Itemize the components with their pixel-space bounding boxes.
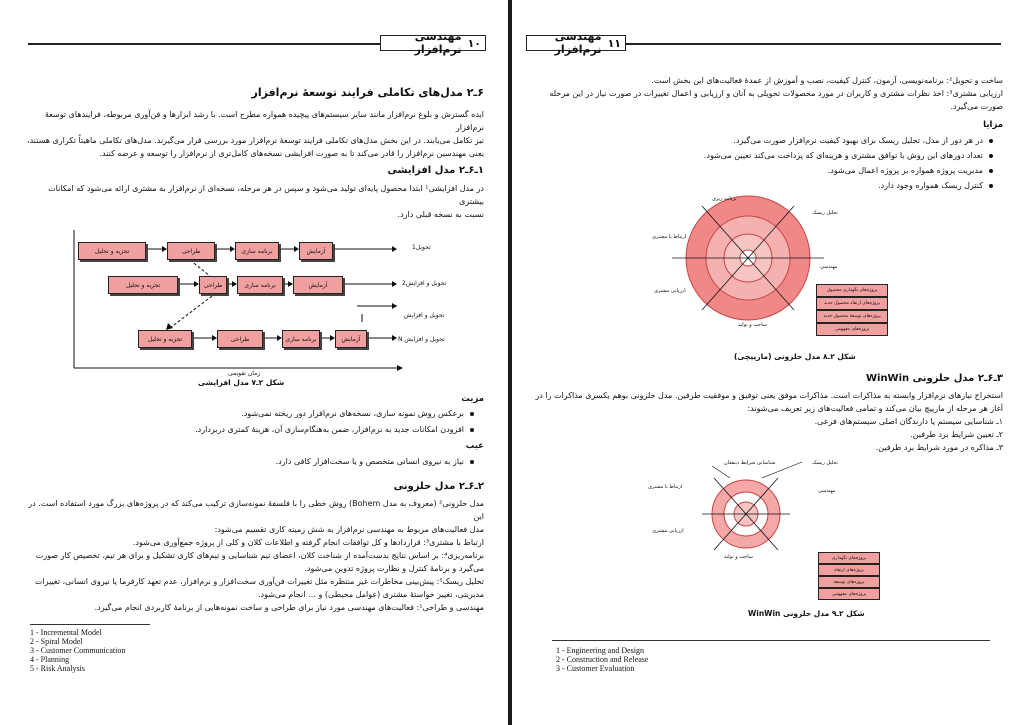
footnote: 5 - Risk Analysis — [30, 664, 85, 673]
figure-caption: شکل ۲ـ۹ مدل حلزونی WinWin — [748, 609, 865, 618]
winwin-label: ساخت و تولید — [724, 554, 753, 560]
legend-item: پروژه‌های مفهومی — [818, 588, 880, 600]
footnote: 3 - Customer Evaluation — [556, 664, 635, 673]
design-box: طراحی — [167, 242, 215, 260]
subsection-title: ۱ـ۶ـ۲ مدل افزایشی — [387, 165, 484, 176]
footnote: 4 - Planning — [30, 655, 70, 664]
legend-item: پروژه‌های نگهداری — [818, 552, 880, 564]
bullet-icon — [989, 169, 993, 173]
paragraph — [533, 74, 1003, 113]
subsection-title: ۲ـ۶ـ۲ مدل حلزونی — [393, 481, 484, 492]
paragraph — [24, 182, 484, 221]
row-label: تحویل1 — [412, 244, 431, 251]
legend-item: پروژه‌های نگهداری محصول — [816, 284, 888, 297]
analysis-box: تجزیه و تحلیل — [138, 330, 192, 348]
page-header — [526, 30, 626, 56]
testing-box: آزمایش — [335, 330, 367, 348]
advantages-title: مزایا — [983, 120, 1003, 130]
coding-box: برنامه سازی — [237, 276, 283, 294]
header-title: مهندسی نرم‌افزار — [554, 30, 602, 56]
list-item-text: افزودن امکانات جدید به نرم‌افزار، ضمن به‌هنگام‌سازی آن، هزینهٔ کمتری دربردارد. — [195, 425, 464, 434]
text-line: برنامه‌ریزی⁴: بر اساس نتایج بدست‌آمده از شناخت کلان، اعضای تیم شناسایی و تیم‌های کاری تشکیل و برای هر تیم، تخصیص کار صورت — [35, 551, 484, 560]
disadvantages-title: عیب — [465, 441, 484, 451]
winwin-label: ارتباط با مشتری — [648, 484, 683, 490]
figure-caption: شکل ۲ـ۷ مدل افزایشی — [198, 378, 285, 387]
winwin-legend — [818, 552, 880, 600]
footnotes — [30, 628, 125, 673]
incremental-diagram — [62, 218, 482, 378]
winwin-figure — [642, 458, 902, 608]
text-line: تحلیل ریسک⁵: پیش‌بینی مخاطرات غیر منتظره مثل تغییرات فن‌آوری سخت‌افزار و نرم‌افزار، عدم تعهد کارفرما یا نیروی انسانی، تغییرات — [34, 577, 484, 586]
bullet-icon — [470, 460, 474, 464]
row-label: تحویل و افزایش N — [398, 336, 445, 343]
text-line: ۱ـ شناسایی سیستم یا دارندگان اصلی سیستم‌های فرعی. — [814, 417, 1003, 426]
text-line: مدل حلزونی² (معروف به مدل Bohem) روش خطی را با فلسفهٔ نمونه‌سازی ترکیب می‌کند که در پروژه‌های بزرگ مورد استفاده است. در این — [28, 499, 484, 521]
advantages-title: مزیت — [461, 394, 484, 404]
list-item-text: برعکس روش نمونه سازی، نسخه‌های نرم‌افزار دور ریخته نمی‌شود. — [241, 409, 464, 418]
text-line: ارزیابی مشتری³: اخذ نظرات مشتری و کاربران در مورد محصولات تحویلی به آنان و ارزیابی و اعمال تغییرات در صورت نیاز در این مرحله — [549, 89, 1003, 98]
legend-item: پروژه‌های ارتقاء محصول جدید — [816, 297, 888, 310]
spiral-legend — [816, 284, 888, 336]
text-line: مدل فعالیت‌های مربوط به مهندسی نرم‌افزار به شش زمینه کاری تقسیم می‌شود: — [214, 525, 484, 534]
section-title: ۶ـ۲ مدل‌های تکاملی فرایند توسعهٔ نرم‌افزار — [251, 86, 484, 99]
paragraph — [533, 389, 1003, 454]
paragraph — [24, 497, 484, 614]
legend-item: پروژه‌های مفهومی — [816, 323, 888, 336]
row-label: تحویل و افزایش2 — [402, 280, 447, 287]
list-item-text: نیاز به نیروی انسانی متخصص و یا سخت‌افزار کافی دارد. — [275, 457, 464, 466]
text-line: ۳ـ مذاکره در مورد شرایط برد طرفین. — [875, 443, 1003, 452]
list-item — [553, 134, 993, 147]
spiral-label: ساخت و تولید — [738, 322, 767, 328]
legend-item: پروژه‌های ارتقاء — [818, 564, 880, 576]
testing-box: آزمایش — [293, 276, 343, 294]
subsection-title: ۳ـ۶ـ۲ مدل حلزونی WinWin — [865, 373, 1003, 384]
list-item — [553, 164, 993, 177]
testing-box: آزمایش — [299, 242, 333, 260]
list-item — [34, 407, 474, 420]
row-label: تحویل و افزایش — [404, 312, 445, 319]
spiral-label: ارتباط با مشتری — [652, 234, 687, 240]
winwin-label: شناسایی شرایط ذینفعان — [724, 460, 776, 466]
right-page — [512, 0, 1025, 725]
coding-box: برنامه سازی — [282, 330, 320, 348]
spiral-label: تحلیل ریسک — [812, 210, 838, 216]
text-line: استخراج نیازهای نرم‌افزار وابسته به مذاکرات است. مذاکرات موفق یعنی توفیق و موفقیت طرفین. مدل حلزونی بوهم یکسری مذاکرات را در — [535, 391, 1003, 400]
spiral-label: مهندسی — [820, 264, 838, 270]
footnote: 3 - Customer Communication — [30, 646, 126, 655]
list-item — [34, 455, 474, 468]
footnotes — [556, 646, 648, 673]
spiral-label: برنامه ریزی — [712, 196, 737, 202]
list-item-text: کنترل ریسک همواره وجود دارد. — [878, 181, 983, 190]
analysis-box: تجزیه و تحلیل — [78, 242, 146, 260]
text-line: صورت می‌گیرد. — [950, 102, 1003, 111]
design-box: طراحی — [217, 330, 263, 348]
spiral-figure — [652, 192, 892, 352]
winwin-label: ارزیابی مشتری — [652, 528, 684, 534]
legend-item: پروژه‌های توسعهٔ محصول جدید — [816, 310, 888, 323]
text-line: نسبت به نسخه قبلی دارد. — [397, 210, 484, 219]
text-line: مهندسی و طراحی¹: فعالیت‌های مهندسی مورد نیاز برای طراحی و ساخت نمونه‌هایی از برنامهٔ کاربردی انجام می‌گیرد. — [94, 603, 484, 612]
page-number: ۱۰ — [467, 36, 481, 50]
list-item-text: مدیریت پروژه همواره بر پروژه اعمال می‌شود. — [827, 166, 983, 175]
analysis-box: تجزیه و تحلیل — [108, 276, 178, 294]
list-item — [34, 423, 474, 436]
list-item — [553, 149, 993, 162]
winwin-label: مهندسی — [818, 488, 836, 494]
winwin-label: تحلیل ریسک — [812, 460, 838, 466]
footnote-rule — [30, 624, 150, 625]
header-rule — [626, 43, 1001, 45]
bullet-icon — [470, 412, 474, 416]
text-line: ۲ـ تعیین شرایط برد طرفین. — [910, 430, 1003, 439]
time-axis-label: زمان تقویمی — [228, 370, 261, 377]
text-line: ارتباط با مشتری³: قراردادها و کل توافقات انجام گرفته و اطلاعات کلان و کلی از پروژه جمع‌آوری می‌شود. — [132, 538, 484, 547]
design-box: طراحی — [199, 276, 227, 294]
page-number: ۱۱ — [607, 36, 621, 50]
list-item — [553, 179, 993, 192]
footnote: 2 - Construction and Release — [556, 655, 649, 664]
text-line: نیز تکامل می‌یابند. در این بخش مدل‌های تکاملی فرایند توسعهٔ نرم‌افزار مورد بررسی قرار می‌گیرند. مدل‌های تکاملی ماهیتاً تکراری هستند، — [27, 136, 484, 145]
list-item-text: در هر دور از مدل، تحلیل ریسک برای بهبود کیفیت نرم‌افزار صورت می‌گیرد. — [733, 136, 983, 145]
bullet-icon — [470, 428, 474, 432]
text-line: در مدل افزایشی¹ ابتدا محصول پایه‌ای تولید می‌شود و سپس در هر مرحله، نسخه‌ای از نرم‌افزار به مشتری ارائه می‌شود که امکانات بیشتری — [48, 184, 484, 206]
header-title: مهندسی نرم‌افزار — [414, 30, 462, 56]
footnote: 1 - Incremental Model — [30, 628, 102, 637]
bullet-icon — [989, 154, 993, 158]
coding-box: برنامه سازی — [235, 242, 279, 260]
bullet-icon — [989, 184, 993, 188]
footnote-rule — [552, 640, 990, 641]
text-line: ساخت و تحویل²: برنامه‌نویسی، آزمون، کنترل کیفیت، نصب و آموزش از عمدهٔ فعالیت‌های این بخش است. — [651, 76, 1003, 85]
left-page — [0, 0, 508, 725]
bullet-icon — [989, 139, 993, 143]
figure-caption: شکل ۲ـ۸ مدل حلزونی (مارپیچی) — [734, 352, 856, 361]
intro-paragraph — [24, 108, 484, 160]
list-item-text: تعداد دورهای این روش با توافق مشتری و هزینه‌ای که پرداخت می‌کند تعیین می‌شود. — [703, 151, 983, 160]
text-line: یعنی مهندسین نرم‌افزار را قادر می‌کند تا به صورت افزایشی نسخه‌های کامل‌تری از نرم‌افزار را توسعه و عرضه کنند. — [99, 149, 484, 158]
footnote: 1 - Engineering and Design — [556, 646, 644, 655]
footnote: 2 - Spiral Model — [30, 637, 83, 646]
text-line: می‌گیرد و برنامهٔ کنترل و نظارت پروژه تدوین می‌شود. — [304, 564, 484, 573]
text-line: مدیریتی، تغییر خواستهٔ مشتری (عوامل محیطی) و … انجام می‌شود. — [257, 590, 484, 599]
legend-item: پروژه‌های توسعه — [818, 576, 880, 588]
page-header — [380, 30, 486, 56]
text-line: ایده گسترش و بلوغ نرم‌افزار مانند سایر سیستم‌های پیچیده همواره مطرح است. با رشد ابزارها و فن‌آوری مربوطه، فرایندهای توسعهٔ نرم‌افزار — [44, 110, 484, 132]
text-line: آغاز هر مرحله از مارپیچ بیان می‌کند و تمامی فعالیت‌های زیر تعریف می‌شوند: — [747, 404, 1003, 413]
spiral-label: ارزیابی مشتری — [654, 288, 686, 294]
